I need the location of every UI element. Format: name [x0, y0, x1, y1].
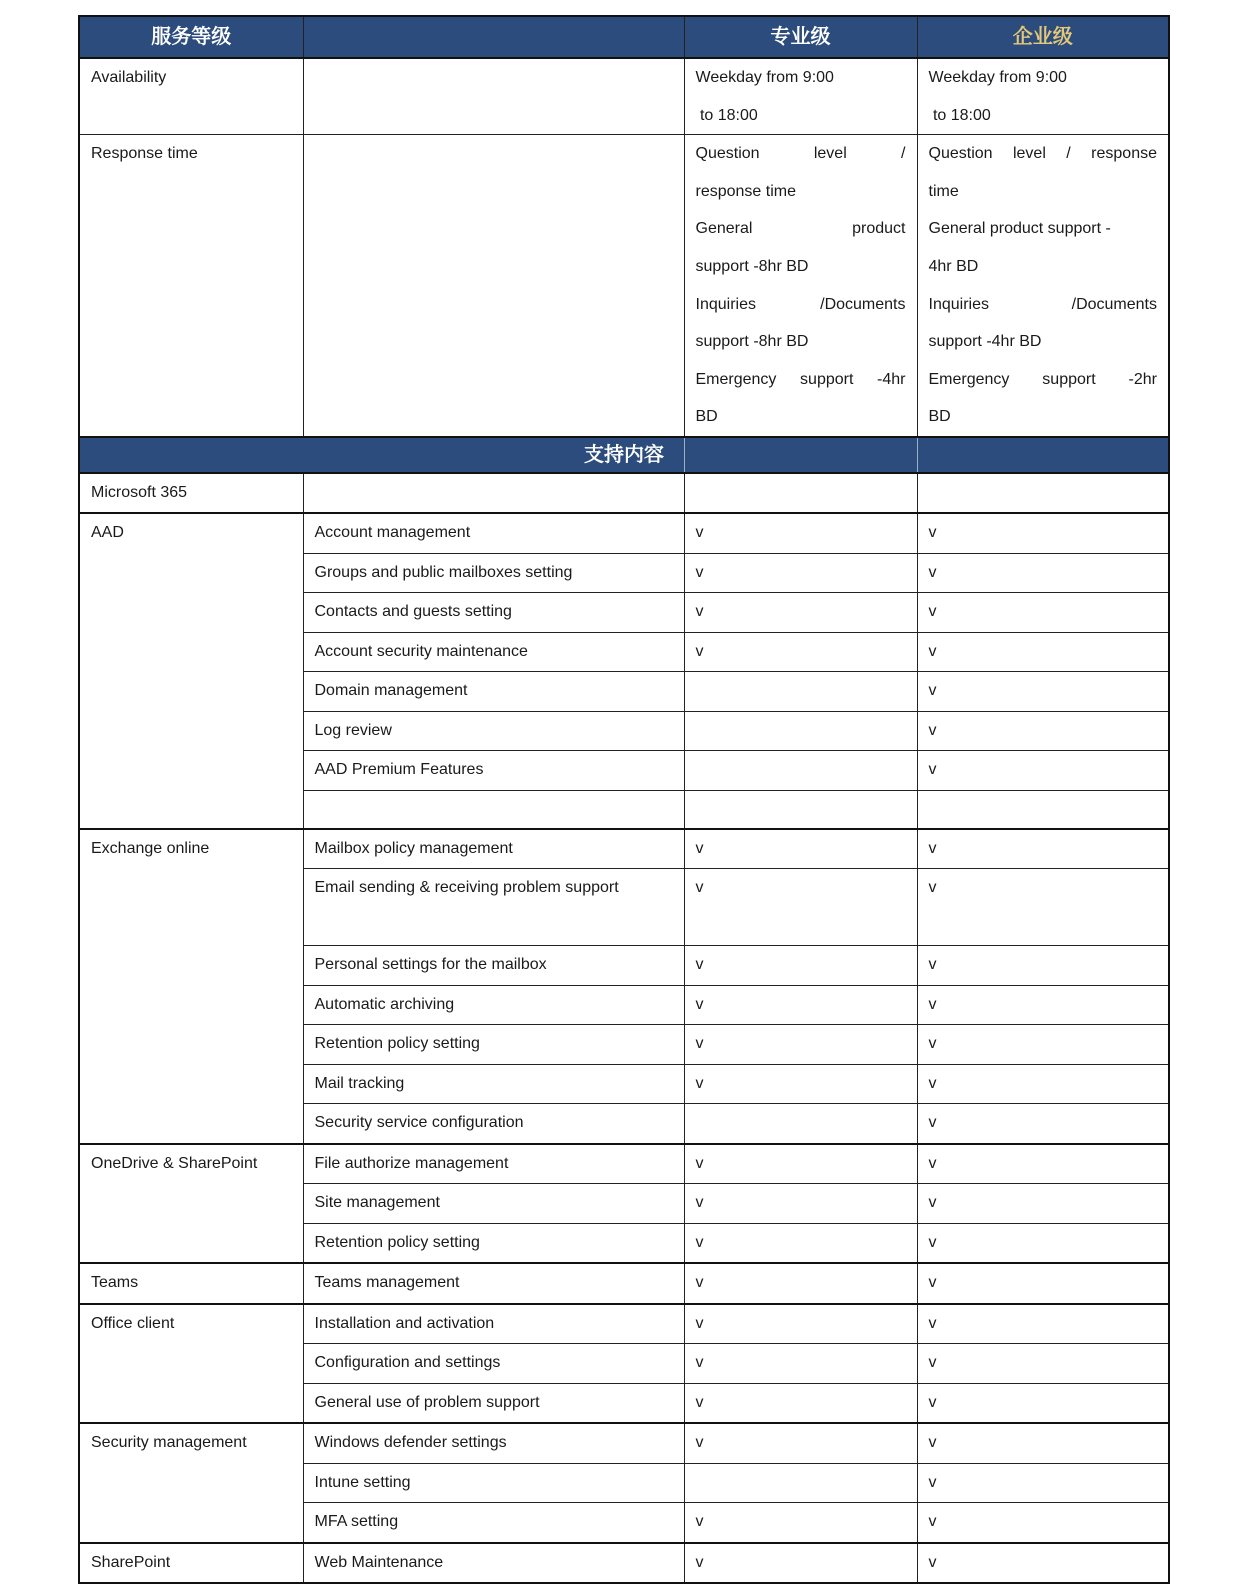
service-level-table [78, 15, 1170, 1584]
response-time-row [79, 135, 1169, 437]
professional-mark-cell: v [684, 1223, 917, 1263]
header-enterprise-label: 企业级 [1012, 26, 1073, 48]
professional-mark-cell: v [684, 1543, 917, 1584]
enterprise-mark-cell: v [917, 1144, 1169, 1184]
enterprise-mark-cell: v [917, 1263, 1169, 1304]
column-separator [917, 438, 918, 472]
professional-mark-cell: v [684, 593, 917, 633]
feature-name-cell: File authorize management [303, 1144, 684, 1184]
category-cell: Office client [79, 1304, 303, 1424]
feature-row [79, 513, 1169, 553]
text-line: to 18:00 [928, 106, 991, 124]
response-time-professional-cell [684, 135, 917, 437]
text-line: Question level / [695, 145, 906, 163]
feature-name-cell: Log review [303, 711, 684, 751]
support-content-title: 支持内容 [584, 443, 664, 466]
category-cell: SharePoint [79, 1543, 303, 1584]
feature-name-cell: Personal settings for the mailbox [303, 946, 684, 986]
text-line: Weekday from 9:00 [695, 69, 834, 86]
text-line: Question level / response [928, 145, 1157, 163]
enterprise-mark-cell: v [917, 1423, 1169, 1463]
enterprise-mark-cell: v [917, 751, 1169, 791]
professional-mark-cell: v [684, 1383, 917, 1423]
professional-mark-cell [684, 1463, 917, 1503]
feature-name-cell: Windows defender settings [303, 1423, 684, 1463]
enterprise-mark-cell: v [917, 553, 1169, 593]
feature-name-cell: Mail tracking [303, 1064, 684, 1104]
enterprise-mark-cell: v [917, 1223, 1169, 1263]
text-line: Inquiries /Documents [928, 295, 1157, 313]
feature-name-cell: AAD Premium Features [303, 751, 684, 791]
feature-name-cell: Groups and public mailboxes setting [303, 553, 684, 593]
text-line: support -4hr BD [928, 333, 1042, 351]
feature-name-cell: Web Maintenance [303, 1543, 684, 1584]
professional-mark-cell: v [684, 869, 917, 946]
category-cell: Security management [79, 1423, 303, 1543]
text-line: BD [695, 408, 718, 426]
category-cell: Microsoft 365 [79, 473, 303, 514]
text-line: Weekday from 9:00 [928, 69, 1067, 86]
header-enterprise-tier [917, 16, 1169, 58]
text-line: response time [695, 182, 796, 200]
enterprise-mark-cell: v [917, 1025, 1169, 1065]
enterprise-mark-cell: v [917, 946, 1169, 986]
enterprise-mark-cell: v [917, 869, 1169, 946]
column-separator [917, 17, 918, 57]
feature-name-cell: General use of problem support [303, 1383, 684, 1423]
feature-name-cell [303, 790, 684, 829]
enterprise-mark-cell: v [917, 829, 1169, 869]
professional-mark-cell: v [684, 1304, 917, 1344]
response-time-label-cell: Response time [79, 135, 303, 437]
enterprise-mark-cell: v [917, 1304, 1169, 1344]
professional-mark-cell: v [684, 632, 917, 672]
enterprise-mark-cell: v [917, 1064, 1169, 1104]
enterprise-mark-cell: v [917, 672, 1169, 712]
enterprise-mark-cell [917, 473, 1169, 514]
professional-mark-cell: v [684, 1025, 917, 1065]
professional-mark-cell: v [684, 1503, 917, 1543]
enterprise-mark-cell: v [917, 1383, 1169, 1423]
feature-name-cell [303, 473, 684, 514]
enterprise-mark-cell: v [917, 1344, 1169, 1384]
feature-row [79, 1423, 1169, 1463]
professional-mark-cell: v [684, 513, 917, 553]
feature-name-cell: Installation and activation [303, 1304, 684, 1344]
availability-enterprise-cell [917, 58, 1169, 135]
professional-mark-cell: v [684, 553, 917, 593]
feature-row [79, 829, 1169, 869]
feature-name-cell: Email sending & receiving problem support [303, 869, 684, 946]
feature-name-cell: Domain management [303, 672, 684, 712]
enterprise-mark-cell: v [917, 1184, 1169, 1224]
text-line: to 18:00 [695, 106, 758, 124]
feature-name-cell: Intune setting [303, 1463, 684, 1503]
feature-name-cell: Site management [303, 1184, 684, 1224]
availability-professional-cell [684, 58, 917, 135]
category-cell: Exchange online [79, 829, 303, 1144]
feature-name-cell: MFA setting [303, 1503, 684, 1543]
enterprise-mark-cell: v [917, 593, 1169, 633]
table-header-row [79, 16, 1169, 58]
support-content-section-row [79, 437, 1169, 473]
feature-name-cell: Configuration and settings [303, 1344, 684, 1384]
support-content-banner [79, 437, 1169, 473]
professional-mark-cell: v [684, 829, 917, 869]
text-line: time [928, 182, 959, 200]
professional-mark-cell: v [684, 985, 917, 1025]
professional-mark-cell [684, 473, 917, 514]
text-line: Inquiries /Documents [695, 295, 906, 313]
text-line: support -8hr BD [695, 333, 809, 351]
header-blank-cell [303, 16, 684, 58]
category-cell: AAD [79, 513, 303, 829]
professional-mark-cell: v [684, 946, 917, 986]
professional-mark-cell: v [684, 1144, 917, 1184]
text-line: BD [928, 408, 951, 426]
enterprise-mark-cell: v [917, 1543, 1169, 1584]
feature-name-cell: Teams management [303, 1263, 684, 1304]
category-cell: OneDrive & SharePoint [79, 1144, 303, 1264]
text-line: Emergency support -4hr [695, 370, 906, 388]
professional-mark-cell [684, 751, 917, 791]
availability-label-cell: Availability [79, 58, 303, 135]
professional-mark-cell: v [684, 1184, 917, 1224]
response-time-enterprise-cell [917, 135, 1169, 437]
availability-row [79, 58, 1169, 135]
feature-name-cell: Mailbox policy management [303, 829, 684, 869]
enterprise-mark-cell: v [917, 1104, 1169, 1144]
enterprise-mark-cell: v [917, 632, 1169, 672]
text-line: 4hr BD [928, 257, 979, 275]
feature-row [79, 1144, 1169, 1184]
header-professional-tier: 专业级 [684, 16, 917, 58]
professional-mark-cell: v [684, 1263, 917, 1304]
professional-mark-cell: v [684, 1064, 917, 1104]
feature-row [79, 1304, 1169, 1344]
professional-mark-cell [684, 711, 917, 751]
professional-mark-cell: v [684, 1423, 917, 1463]
enterprise-mark-cell: v [917, 711, 1169, 751]
enterprise-mark-cell: v [917, 1503, 1169, 1543]
enterprise-mark-cell [917, 790, 1169, 829]
text-line: Emergency support -2hr [928, 370, 1157, 388]
feature-row [79, 1263, 1169, 1304]
text-line: support -8hr BD [695, 257, 809, 275]
professional-mark-cell [684, 1104, 917, 1144]
feature-row [79, 473, 1169, 514]
professional-mark-cell [684, 672, 917, 712]
feature-name-cell: Retention policy setting [303, 1223, 684, 1263]
professional-mark-cell: v [684, 1344, 917, 1384]
enterprise-mark-cell: v [917, 1463, 1169, 1503]
enterprise-mark-cell: v [917, 985, 1169, 1025]
column-separator [684, 438, 685, 472]
professional-mark-cell [684, 790, 917, 829]
header-service-level: 服务等级 [79, 16, 303, 58]
feature-name-cell: Account management [303, 513, 684, 553]
category-cell: Teams [79, 1263, 303, 1304]
feature-name-cell: Security service configuration [303, 1104, 684, 1144]
feature-name-cell: Retention policy setting [303, 1025, 684, 1065]
enterprise-mark-cell: v [917, 513, 1169, 553]
text-line: General product support - [928, 220, 1111, 238]
feature-row [79, 1543, 1169, 1584]
response-time-detail-cell [303, 135, 684, 437]
text-line: General product [695, 220, 906, 238]
feature-name-cell: Automatic archiving [303, 985, 684, 1025]
availability-detail-cell [303, 58, 684, 135]
feature-name-cell: Account security maintenance [303, 632, 684, 672]
feature-name-cell: Contacts and guests setting [303, 593, 684, 633]
